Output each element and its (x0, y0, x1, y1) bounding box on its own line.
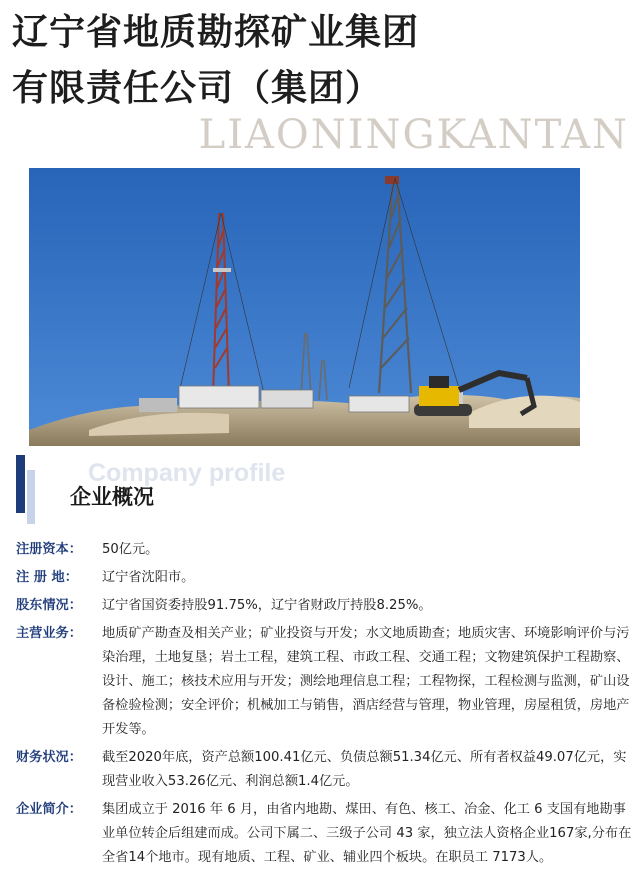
info-value: 地质矿产勘查及相关产业；矿业投资与开发；水文地质勘查；地质灾害、环境影响评价与污染治理，土地复垦；岩土工程，建筑工程、市政工程、交通工程；文物建筑保护工程勘察、设计、施工；核技术应用与开发；测绘地理信息工程；工程物探，工程检测与监测，矿山设备检验检测；安全评价；机械加工与销售，酒店经营与管理，物业管理，房屋租赁，房地产开发等。 (102, 626, 630, 737)
info-value: 截至2020年底，资产总额100.41亿元、负债总额51.34亿元、所有者权益49.07亿元，实现营业收入53.26亿元、利润总额1.4亿元。 (102, 750, 627, 789)
section-title: 企业概况 (70, 485, 154, 509)
info-label: 财务状况： (16, 750, 82, 765)
section-accent-bar (16, 455, 25, 513)
info-value: 辽宁省国资委持股91.75%，辽宁省财政厅持股8.25%。 (102, 598, 432, 613)
info-row-financials (16, 746, 632, 794)
info-label: 注册资本： (16, 542, 82, 557)
info-value: 50亿元。 (102, 542, 159, 557)
info-row-main-business (16, 622, 632, 742)
info-row-shareholders (16, 594, 632, 618)
section-accent-bar-light (27, 470, 35, 524)
info-row-registered-address (16, 566, 632, 590)
company-info-list (16, 538, 632, 870)
info-row-registered-capital (16, 538, 632, 562)
page-title-line1: 辽宁省地质勘探矿业集团 (12, 11, 420, 53)
page-title-line2: 有限责任公司（集团） (12, 67, 383, 109)
info-row-introduction (16, 798, 632, 870)
info-value: 集团成立于 2016 年 6 月，由省内地勘、煤田、有色、核工、冶金、化工 6 支国有地勘事业单位转企后组建而成。公司下属二、三级子公司 43 家，独立法人资格企业167家,分布在全省14个地市。现有地质、工程、矿业、辅业四个板块。在职员工 7173人。 (102, 802, 632, 865)
info-value: 辽宁省沈阳市。 (102, 570, 195, 585)
info-label: 企业简介： (16, 802, 82, 817)
drilling-site-photo (29, 168, 580, 446)
info-label: 注 册 地： (16, 570, 78, 585)
info-label: 主营业务： (16, 626, 82, 641)
watermark-text: LIAONINGKANTAN (198, 112, 629, 158)
info-label: 股东情况： (16, 598, 82, 613)
section-title-en: Company profile (88, 459, 286, 487)
